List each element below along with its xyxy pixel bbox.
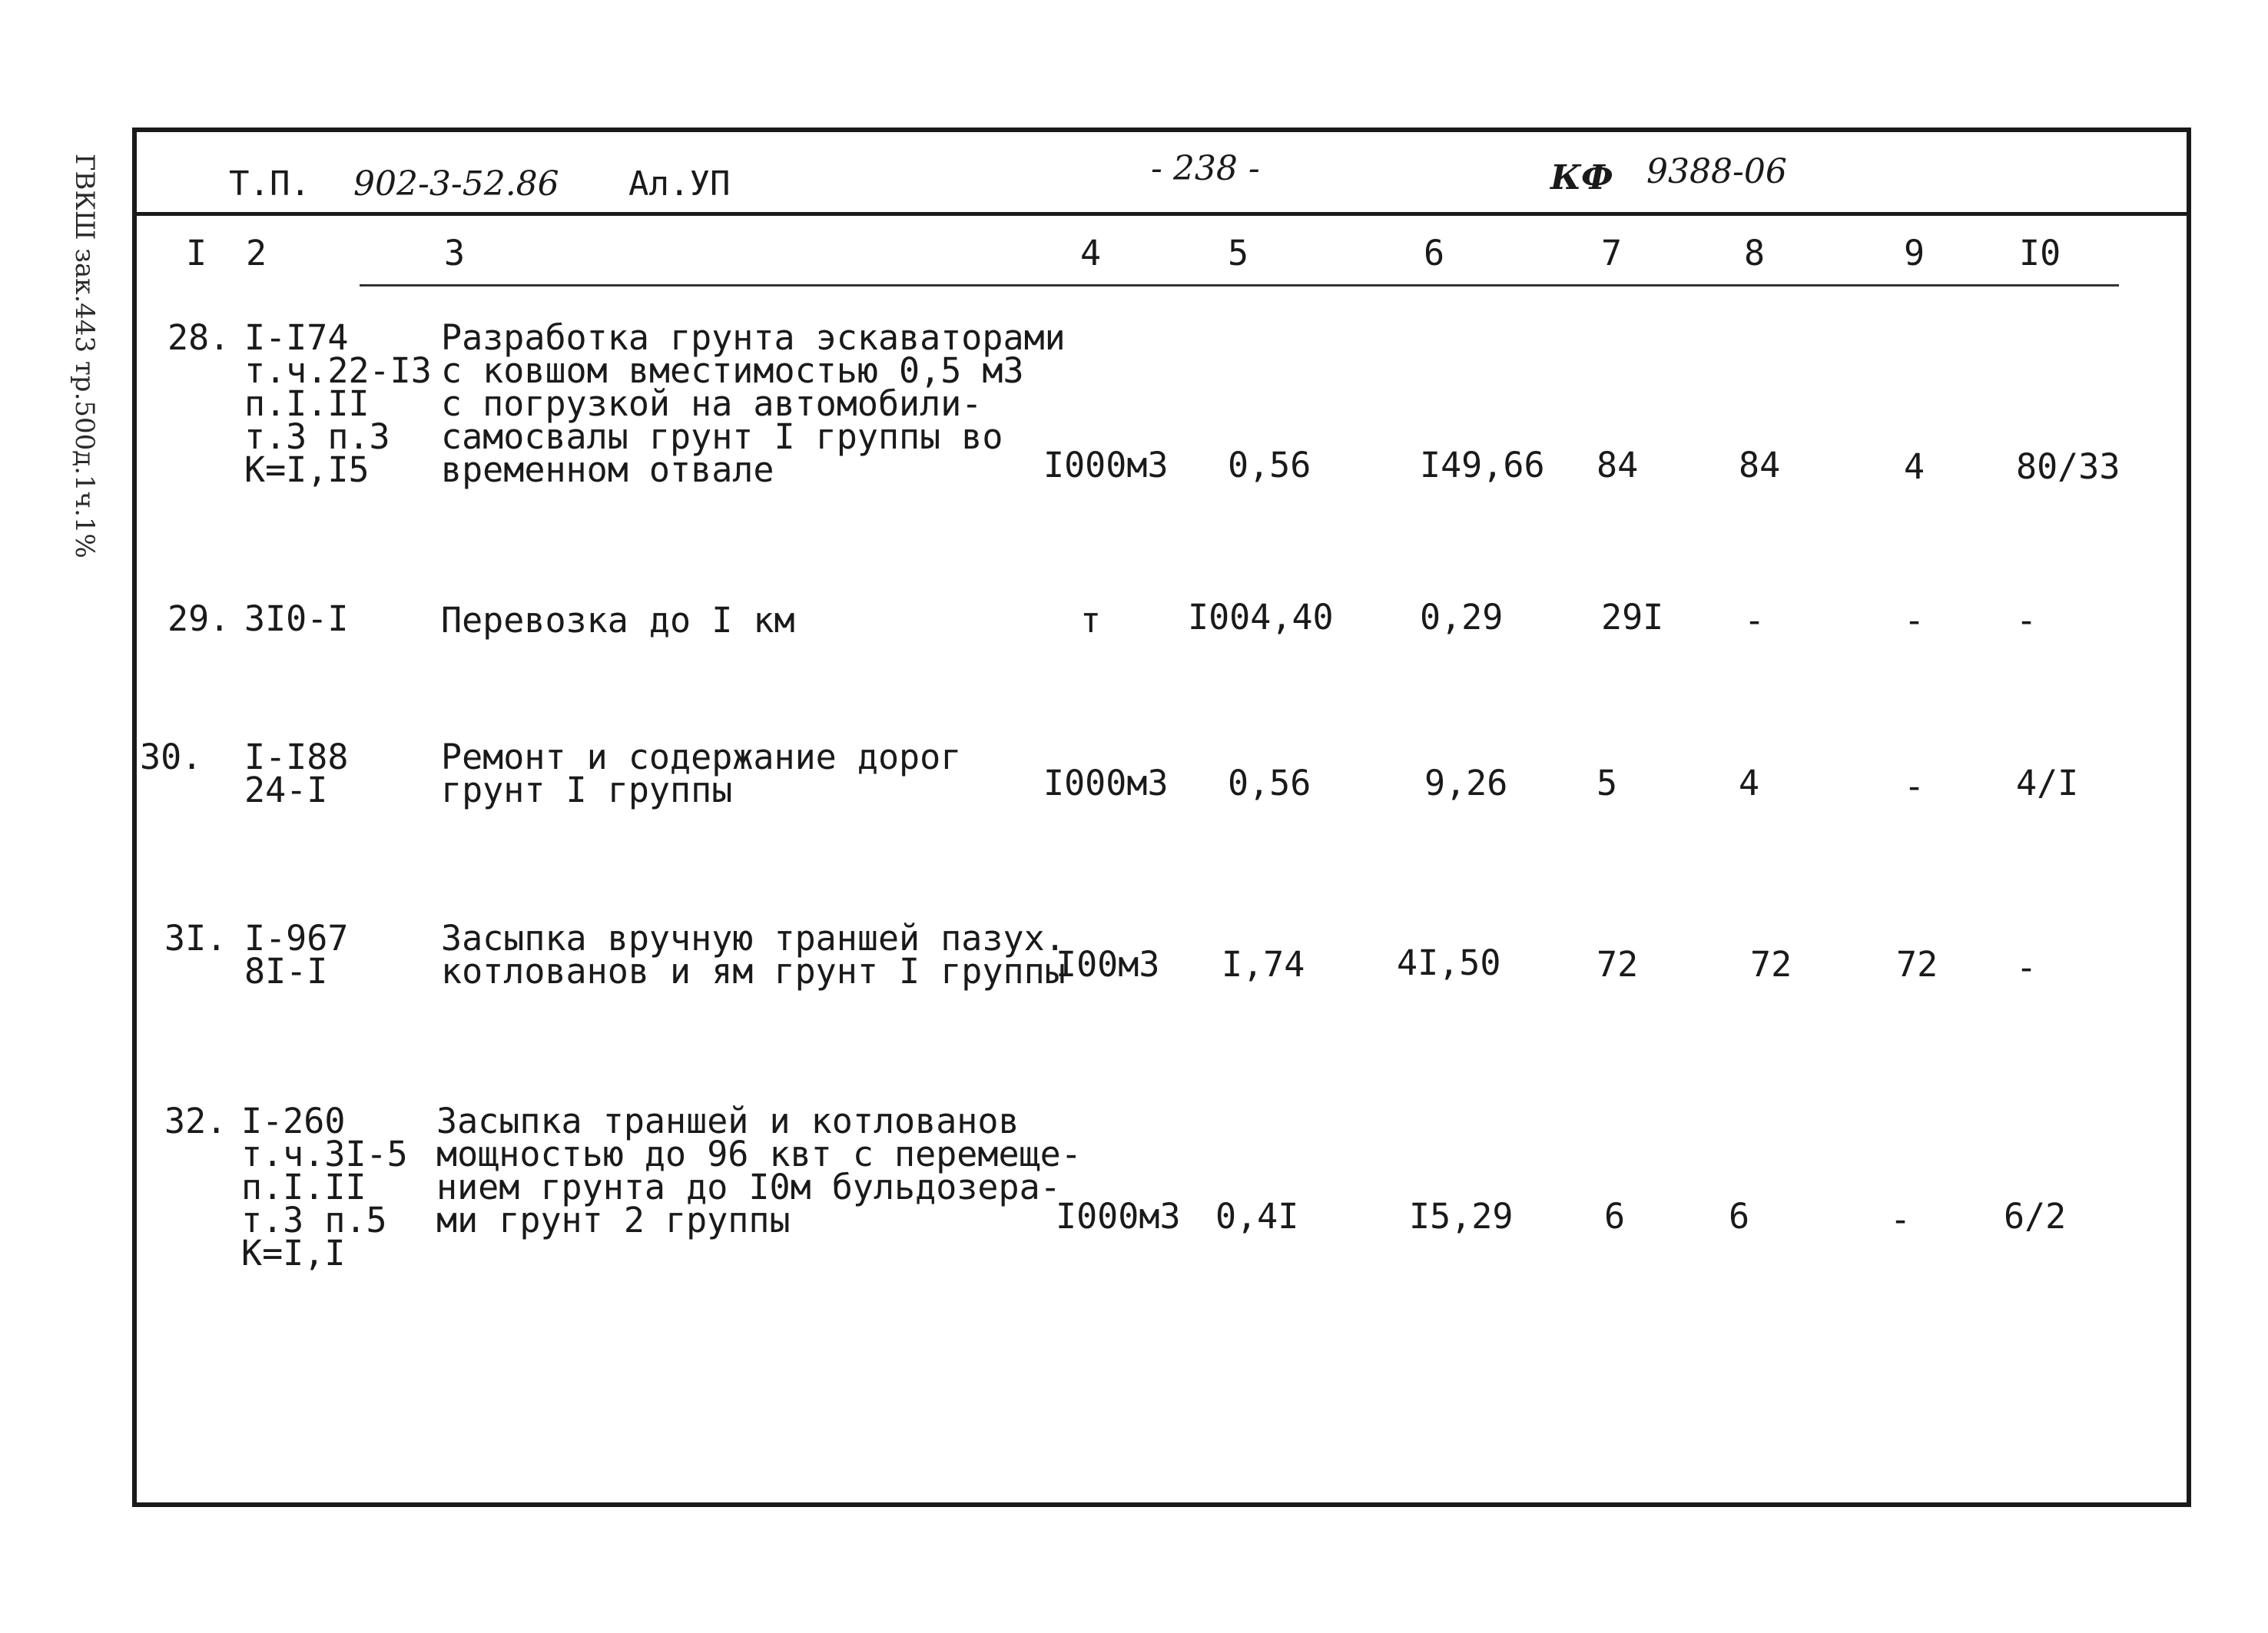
document-frame (132, 128, 2191, 1507)
unit: т (1080, 600, 1102, 641)
unit-price: I5,29 (1409, 1196, 1514, 1237)
unit: I000м3 (1043, 445, 1169, 485)
total-cost: 29I (1601, 597, 1664, 638)
norm-code: I-260 т.ч.3I-5 п.I.II т.3 п.5 К=I,I (241, 1101, 408, 1274)
side-stamp (46, 138, 138, 568)
column-8-value: 72 (1750, 944, 1792, 985)
unit-price: I49,66 (1420, 445, 1545, 485)
column-heading: 9 (1904, 233, 1925, 273)
column-9-value: 72 (1896, 944, 1938, 985)
project-code: 902-3-52.86 (353, 164, 559, 204)
quantity: I,74 (1222, 944, 1305, 985)
column-heading: 2 (246, 233, 267, 273)
quantity: 0,56 (1228, 445, 1311, 485)
column-10-value: - (2016, 947, 2038, 988)
total-cost: 6 (1604, 1196, 1626, 1237)
work-description: Ремонт и содержание дорог грунт I группы (441, 737, 962, 810)
header-divider (137, 212, 2187, 216)
row-number: 29. (167, 598, 230, 639)
column-10-value: 4/I (2016, 763, 2079, 803)
norm-code: I-I88 24-I (244, 737, 349, 810)
unit-price: 0,29 (1420, 597, 1504, 638)
column-9-value: - (1890, 1199, 1912, 1240)
column-9-value: - (1904, 766, 1925, 807)
column-8-value: 4 (1739, 763, 1760, 803)
column-heading: 5 (1228, 233, 1249, 273)
unit-price: 4I,50 (1397, 942, 1501, 983)
norm-code: 3I0-I (244, 598, 349, 639)
unit: I00м3 (1056, 944, 1160, 985)
column-heading: 7 (1601, 233, 1623, 273)
column-heading-rule (360, 284, 2119, 287)
column-heading: I (186, 233, 207, 273)
column-10-value: 6/2 (2004, 1196, 2067, 1237)
column-heading: 6 (1424, 233, 1445, 273)
column-heading: I0 (2019, 233, 2061, 273)
column-10-value: 80/33 (2016, 446, 2120, 487)
column-8-value: - (1744, 600, 1766, 641)
norm-code: I-967 8I-I (244, 918, 349, 992)
column-heading: 3 (444, 233, 466, 273)
column-10-value: - (2016, 600, 2038, 641)
column-heading: 8 (1744, 233, 1766, 273)
column-9-value: - (1904, 600, 1925, 641)
column-8-value: 84 (1739, 445, 1781, 485)
work-description: Перевозка до I км (441, 600, 795, 641)
norm-code: I-I74 т.ч.22-I3 п.I.II т.3 п.3 К=I,I5 (244, 317, 432, 490)
page-number: - 238 - (1151, 149, 1260, 188)
work-description: Засыпка траншей и котлованов мощностью до 96 квт с перемеще- нием грунта до I0м бульдозера- ми грунт 2 группы (436, 1101, 1082, 1240)
quantity: 0,56 (1228, 763, 1311, 803)
unit-price: 9,26 (1424, 763, 1508, 803)
kf-label: КФ (1550, 158, 1613, 197)
unit: I000м3 (1043, 763, 1169, 803)
kf-number: 9388-06 (1646, 152, 1787, 191)
tp-label: Т.П. (229, 164, 310, 204)
row-number: 3I. (164, 918, 227, 959)
quantity: 0,4I (1215, 1196, 1299, 1237)
total-cost: 72 (1597, 944, 1639, 985)
total-cost: 5 (1597, 763, 1618, 803)
work-description: Разработка грунта эскаваторами с ковшом вместимостью 0,5 м3 с погрузкой на автомобили- самосвалы грунт I группы во временном отвале (441, 317, 1066, 490)
album-label: Ал.УП (628, 164, 731, 204)
column-8-value: 6 (1729, 1196, 1750, 1237)
unit: I000м3 (1056, 1196, 1181, 1237)
column-heading: 4 (1080, 233, 1102, 273)
column-9-value: 4 (1904, 446, 1925, 487)
total-cost: 84 (1597, 445, 1639, 485)
row-number: 32. (164, 1101, 227, 1141)
side-stamp-text: ГВКШ зак.443 тр.500д.1ч.1% (69, 154, 100, 558)
row-number: 30. (140, 737, 203, 777)
row-number: 28. (167, 317, 230, 358)
work-description: Засыпка вручную траншей пазух. котлованов и ям грунт I группы (441, 918, 1066, 992)
quantity: I004,40 (1188, 597, 1334, 638)
